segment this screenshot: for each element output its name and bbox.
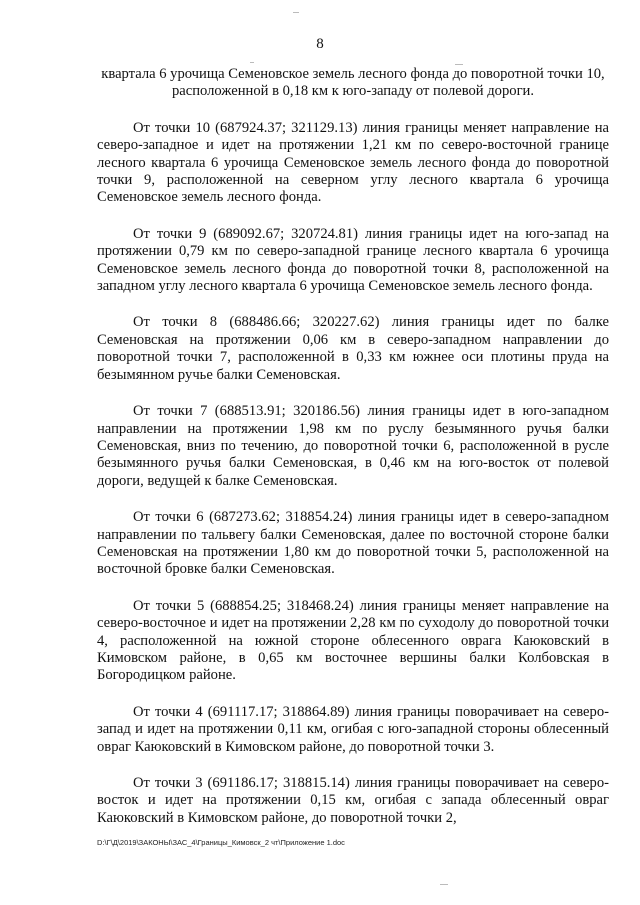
scan-speck [293,12,299,13]
paragraph-point-6: От точки 6 (687273.62; 318854.24) линия границы идет в северо-западном направлении по тальвегу балки Семеновская, далее по восточной стороне балки Семеновская на протяжении 1,80 км до поворотной точки 5, расположенной на восточной бровке балки Семеновская. [97,509,609,578]
scan-speck [455,64,463,65]
footer-file-path: D:\Г\Д\2019\ЗАКОНЫ\ЗАС_4\Границы_Кимовск_2 чт\Приложение 1.doc [97,838,345,847]
paragraph-point-10: От точки 10 (687924.37; 321129.13) линия границы меняет направление на северо-западное и идет на протяжении 1,21 км по северо-восточной границе лесного квартала 6 урочища Семеновское земель лесного фонда до поворотной точки 9, расположенной на северном углу лесного квартала 6 урочища Семеновское земель лесного фонда. [97,119,609,206]
paragraph-point-4: От точки 4 (691117.17; 318864.89) линия границы поворачивает на северо-запад и идет на протяжении 0,11 км, огибая с юго-западной стороны облесенный овраг Каюковский в Кимовском районе, до поворотной точки 3. [97,703,609,755]
scan-speck [440,884,448,885]
paragraph-point-3: От точки 3 (691186.17; 318815.14) линия границы поворачивает на северо-восток и идет на протяжении 0,15 км, огибая с запада облесенный овраг Каюковский в Кимовском районе, до поворотной точки 2, [97,775,609,826]
paragraph-point-9: От точки 9 (689092.67; 320724.81) линия границы идет на юго-запад на протяжении 0,79 км по северо-западной границе лесного квартала 6 урочища Семеновское земель лесного фонда до поворотной точки 8, расположенной на западном углу лесного квартала 6 урочища Семеновское земель лесного фонда. [97,225,609,295]
paragraph-point-7: От точки 7 (688513.91; 320186.56) линия границы идет в юго-западном направлении на протяжении 1,98 км по руслу безымянного ручья балки Семеновская, вниз по течению, до поворотной точки 6, расположенной в русле безымянного ручья балки Семеновская, в 0,46 км на юго-восток от полевой дороги, ведущей к балке Семеновская. [97,403,609,489]
paragraph-point-5: От точки 5 (688854.25; 318468.24) линия границы меняет направление на северо-восточное и идет на протяжении 2,28 км по суходолу до поворотной точки 4, расположенной на южной стороне облесенного оврага Каюковский в Кимовском районе, в 0,65 км восточнее вершины балки Колбовская в Богородицком районе. [97,597,609,684]
scan-speck [250,62,254,63]
paragraph-continuation: квартала 6 урочища Семеновское земель лесного фонда до поворотной точки 10, расположенной в 0,18 км к юго-западу от полевой дороги. [101,66,605,100]
paragraph-point-8: От точки 8 (688486.66; 320227.62) линия границы идет по балке Семеновская на протяжении 0,06 км в северо-западном направлении до поворотной точки 7, расположенной в 0,33 км южнее оси плотины пруда на безымянном ручье балки Семеновская. [97,314,609,383]
document-body [97,66,609,846]
page-number: 8 [316,36,324,52]
